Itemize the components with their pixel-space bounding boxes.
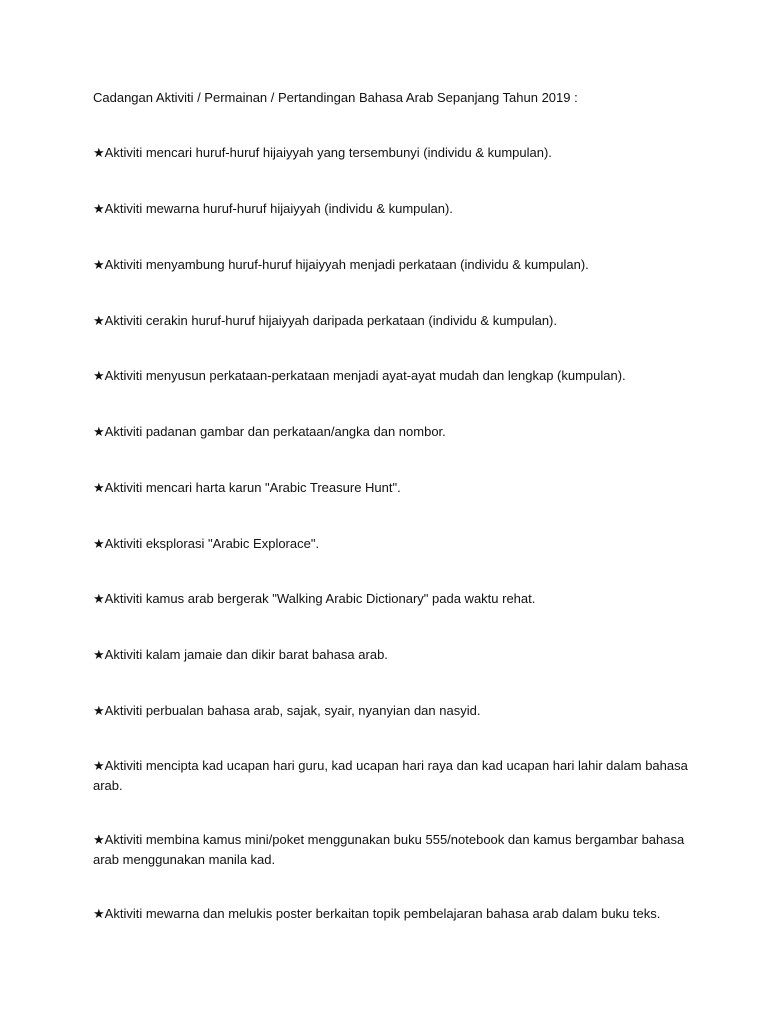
star-icon: ★ bbox=[93, 759, 105, 774]
star-icon: ★ bbox=[93, 369, 105, 384]
star-icon: ★ bbox=[93, 314, 105, 329]
list-item bbox=[93, 478, 693, 498]
star-icon: ★ bbox=[93, 907, 105, 922]
star-icon: ★ bbox=[93, 202, 105, 217]
star-icon: ★ bbox=[93, 537, 105, 552]
list-item-text: Aktiviti cerakin huruf-huruf hijaiyyah daripada perkataan (individu & kumpulan). bbox=[104, 313, 558, 328]
list-item-text: Aktiviti mewarna dan melukis poster berkaitan topik pembelajaran bahasa arab dalam buku teks. bbox=[104, 906, 661, 921]
list-item bbox=[93, 422, 693, 442]
star-icon: ★ bbox=[93, 481, 105, 496]
list-item-text: Aktiviti mencari harta karun "Arabic Treasure Hunt". bbox=[104, 480, 401, 495]
list-item-text: Aktiviti mencipta kad ucapan hari guru, kad ucapan hari raya dan kad ucapan hari lahir dalam bahasa arab. bbox=[93, 758, 688, 793]
star-icon: ★ bbox=[93, 833, 105, 848]
list-item-text: Aktiviti menyusun perkataan-perkataan menjadi ayat-ayat mudah dan lengkap (kumpulan). bbox=[104, 368, 626, 383]
star-icon: ★ bbox=[93, 648, 105, 663]
list-item bbox=[93, 255, 693, 275]
list-item bbox=[93, 199, 693, 219]
list-item bbox=[93, 756, 693, 795]
star-icon: ★ bbox=[93, 258, 105, 273]
list-item-text: Aktiviti kamus arab bergerak "Walking Arabic Dictionary" pada waktu rehat. bbox=[104, 591, 536, 606]
star-icon: ★ bbox=[93, 146, 105, 161]
list-item bbox=[93, 311, 693, 331]
list-item-text: Aktiviti mencari huruf-huruf hijaiyyah yang tersembunyi (individu & kumpulan). bbox=[104, 145, 552, 160]
page-title: Cadangan Aktiviti / Permainan / Pertandingan Bahasa Arab Sepanjang Tahun 2019 : bbox=[93, 90, 578, 105]
star-icon: ★ bbox=[93, 592, 105, 607]
list-item-text: Aktiviti eksplorasi "Arabic Explorace". bbox=[104, 536, 320, 551]
list-item bbox=[93, 366, 693, 386]
list-item bbox=[93, 904, 693, 924]
list-item-text: Aktiviti membina kamus mini/poket menggunakan buku 555/notebook dan kamus bergambar bahasa arab menggunakan manila kad. bbox=[93, 832, 685, 867]
list-item-text: Aktiviti menyambung huruf-huruf hijaiyyah menjadi perkataan (individu & kumpulan). bbox=[104, 257, 589, 272]
list-item bbox=[93, 534, 693, 554]
list-item bbox=[93, 143, 693, 163]
star-icon: ★ bbox=[93, 425, 105, 440]
list-item bbox=[93, 645, 693, 665]
list-item-text: Aktiviti perbualan bahasa arab, sajak, syair, nyanyian dan nasyid. bbox=[104, 703, 481, 718]
list-item-text: Aktiviti padanan gambar dan perkataan/angka dan nombor. bbox=[104, 424, 446, 439]
list-item bbox=[93, 701, 693, 721]
list-item bbox=[93, 830, 693, 869]
list-item-text: Aktiviti mewarna huruf-huruf hijaiyyah (individu & kumpulan). bbox=[104, 201, 453, 216]
list-item-text: Aktiviti kalam jamaie dan dikir barat bahasa arab. bbox=[104, 647, 388, 662]
list-item bbox=[93, 589, 693, 609]
star-icon: ★ bbox=[93, 704, 105, 719]
